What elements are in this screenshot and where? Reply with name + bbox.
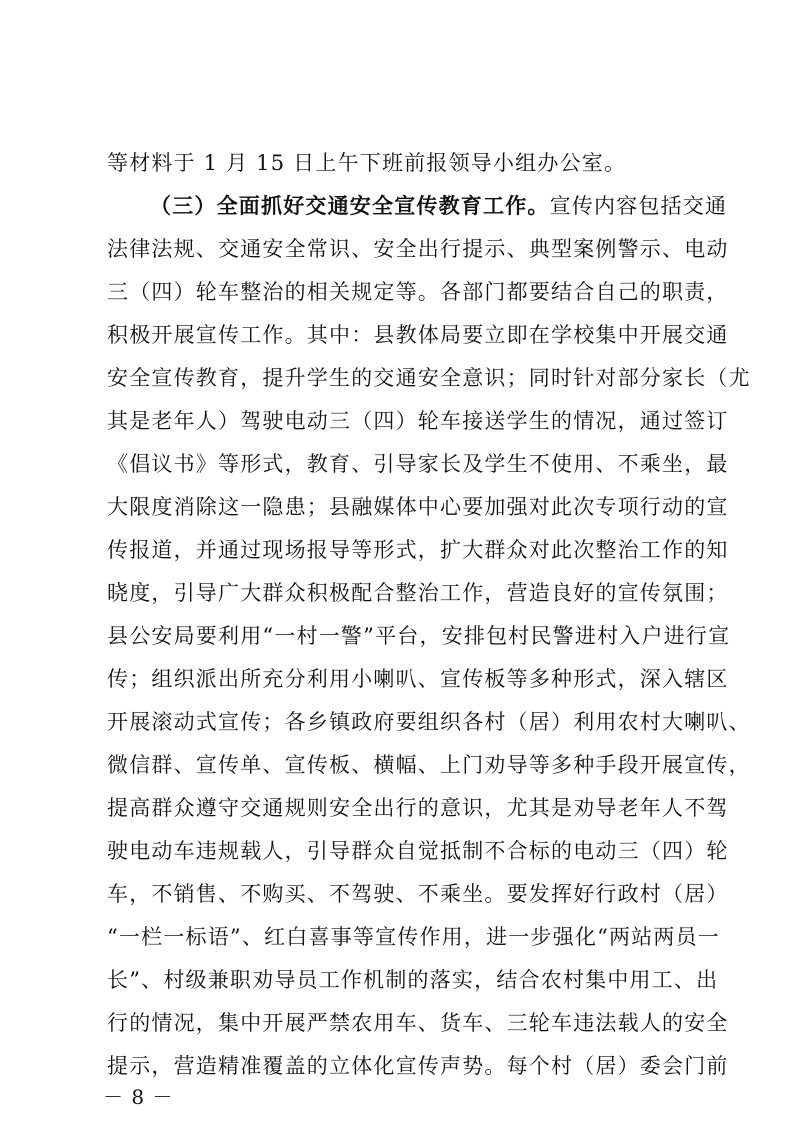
text-line-14: 开展滚动式宣传；各乡镇政府要组织各村（居）利用农村大喇叭、: [107, 710, 751, 734]
text-line-20: 长”、村级兼职劝导员工作机制的落实，结合农村集中用工、出: [107, 968, 719, 992]
text-line-15: 微信群、宣传单、宣传板、横幅、上门劝导等多种手段开展宣传，: [107, 753, 751, 777]
text-line-1: 等材料于 1 月 15 日上午下班前报领导小组办公室。: [107, 151, 627, 175]
text-line-18: 车，不销售、不购买、不驾驶、不乘坐。要发挥好行政村（居）: [107, 882, 729, 906]
section-heading-continuation: 宣传内容包括交通: [549, 194, 728, 218]
text-line-16: 提高群众遵守交通规则安全出行的意识，尤其是劝导老年人不驾: [107, 796, 729, 820]
text-line-7: 其是老年人）驾驶电动三（四）轮车接送学生的情况，通过签订: [107, 409, 729, 433]
text-line-8: 《倡议书》等形式，教育、引导家长及学生不使用、不乘坐，最: [107, 452, 729, 476]
text-line-6: 安全宣传教育，提升学生的交通安全意识；同时针对部分家长（尤: [107, 366, 751, 390]
text-line-11: 晓度，引导广大群众积极配合整治工作，营造良好的宣传氛围；: [107, 581, 729, 605]
section-heading: （三）全面抓好交通安全宣传教育工作。: [150, 193, 550, 218]
text-line-19: “一栏一标语”、红白喜事等宣传作用，进一步强化“两站两员一: [107, 925, 721, 949]
text-line-22: 提示，营造精准覆盖的立体化宣传声势。每个村（居）委会门前: [107, 1054, 729, 1078]
text-line-21: 行的情况，集中开展严禁农用车、货车、三轮车违法载人的安全: [107, 1011, 729, 1035]
text-line-9: 大限度消除这一隐患；县融媒体中心要加强对此次专项行动的宣: [107, 495, 729, 519]
text-line-3: 法律法规、交通安全常识、安全出行提示、典型案例警示、电动: [107, 237, 729, 261]
text-line-13: 传；组织派出所充分利用小喇叭、宣传板等多种形式，深入辖区: [107, 667, 729, 691]
section-heading-line: [150, 186, 728, 226]
text-line-5: 积极开展宣传工作。其中：县教体局要立即在学校集中开展交通: [107, 323, 729, 347]
text-line-17: 驶电动车违规载人，引导群众自觉抵制不合标的电动三（四）轮: [107, 839, 729, 863]
text-line-4: 三（四）轮车整治的相关规定等。各部门都要结合自己的职责，: [107, 280, 729, 304]
page-number: － 8 －: [103, 1085, 174, 1109]
text-line-10: 传报道，并通过现场报导等形式，扩大群众对此次整治工作的知: [107, 538, 729, 562]
text-line-12: 县公安局要利用“一村一警”平台，安排包村民警进村入户进行宣: [107, 624, 731, 648]
